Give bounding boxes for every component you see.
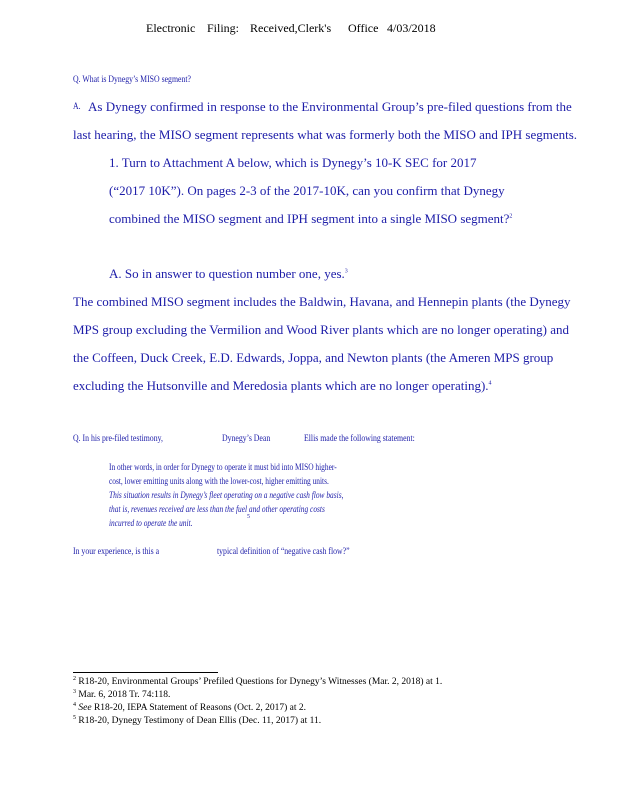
combined-line-4: excluding the Hutsonville and Meredosia plants which are no longer operating).$^4$ [73,378,492,393]
footnote-separator [73,672,218,673]
quote-line-3: This situation results in Dynegy’s fleet operating on a negative cash flow basis, [109,491,344,501]
quote-line-4: that is, revenues received are less than the fuel and other operating costs [109,505,325,515]
footnote-ref-2: 2 [509,213,513,220]
header-received: Received,Clerk's [250,21,332,35]
item-1-line-2: (“2017 10K”). On pages 2-3 of the 2017-10K, can you confirm that Dynegy [109,183,505,198]
footnote-2: $^2$ R18-20, Environmental Groups’ Prefiled Questions for Dynegy’s Witnesses (Mar. 2, 2018) at 1. [73,675,443,687]
combined-line-3: the Coffeen, Duck Creek, E.D. Edwards, Joppa, and Newton plants (the Ameren MPS group [73,350,554,365]
quote-line-1: In other words, in order for Dynegy to operate it must bid into MISO higher- [109,463,337,473]
answer-yes: A. So in answer to question number one, yes.$^3$ [109,266,348,281]
header-electronic: Electronic [146,21,196,35]
question-2-part-3: Ellis made the following statement: [304,434,415,444]
header-office: Office [348,21,379,35]
question-3-part-2: typical definition of “negative cash flow?” [217,547,350,557]
footnote-ref-4: 4 [488,380,492,387]
question-2-part-2: Dynegy’s Dean [222,434,271,444]
answer-1-line-2: last hearing, the MISO segment represents what was formerly both the MISO and IPH segments. [73,127,578,142]
question-3-part-1: In your experience, is this a [73,547,160,557]
combined-line-1: The combined MISO segment includes the Baldwin, Havana, and Hennepin plants (the Dynegy [73,294,571,309]
header-date: 4/03/2018 [387,21,436,35]
answer-1-label: A. [73,102,81,112]
item-1-line-1: 1. Turn to Attachment A below, which is Dynegy’s 10-K SEC for 2017 [109,155,477,170]
quote-line-5: incurred to operate the unit. [109,519,193,529]
header-filing: Filing: [207,21,240,35]
footnote-5: $^5$ R18-20, Dynegy Testimony of Dean Ellis (Dec. 11, 2017) at 11. [73,714,322,726]
footnote-4: $^4$ See R18-20, IEPA Statement of Reasons (Oct. 2, 2017) at 2. [73,701,306,713]
footnote-ref-5: 5 [247,514,250,520]
footnote-3: $^3$ Mar. 6, 2018 Tr. 74:118. [73,688,171,700]
footnote-ref-3: 3 [344,268,348,275]
quote-line-2: cost, lower emitting units along with the lower-cost, higher emitting units. [109,477,329,487]
item-1-line-3: combined the MISO segment and IPH segment into a single MISO segment?$^2$ [109,211,513,226]
combined-line-2: MPS group excluding the Vermilion and Wood River plants which are no longer operating) and [73,322,569,337]
question-1: Q. What is Dynegy’s MISO segment? [73,75,192,85]
question-2-part-1: Q. In his pre-filed testimony, [73,434,163,444]
answer-1-line-1: As Dynegy confirmed in response to the Environmental Group’s pre-filed questions from the [88,99,572,114]
